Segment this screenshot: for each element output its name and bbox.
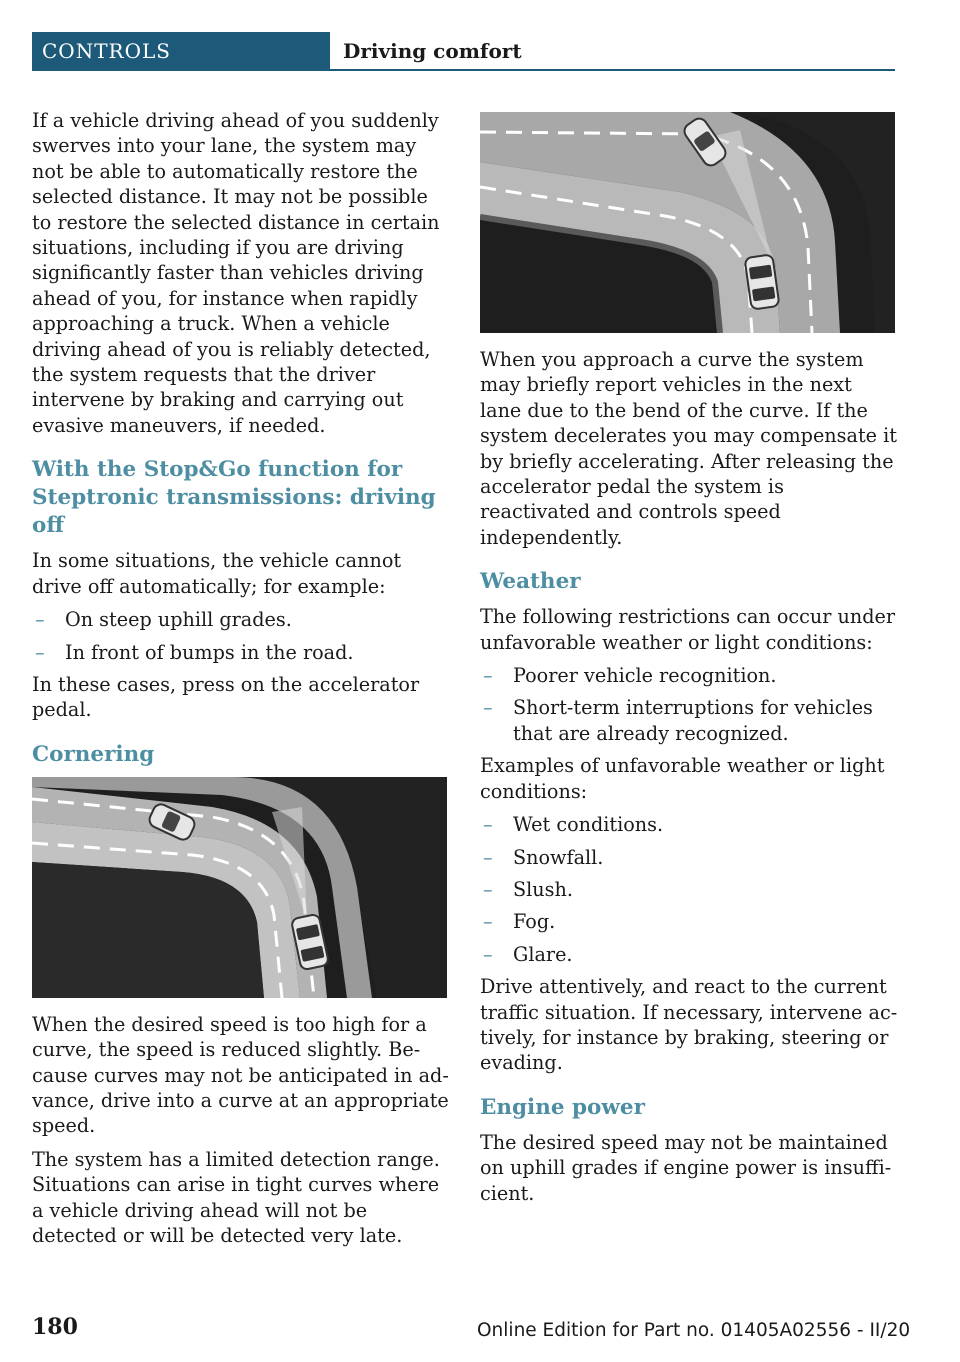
header-rule bbox=[330, 69, 895, 71]
list-item: – Slush. bbox=[483, 877, 573, 901]
list-item: – Poorer vehicle recognition. bbox=[483, 664, 777, 688]
page-number: 180 bbox=[32, 1314, 78, 1340]
bullet-dash: – bbox=[35, 608, 45, 632]
bullet-dash: – bbox=[483, 910, 493, 934]
cornering-paragraph-2: The system has a limited detection range. Situations can arise in tight curves where a vehicle driving ahead will not be detected or will be detected very late. bbox=[32, 1147, 440, 1247]
list-item: – In front of bumps in the road. bbox=[35, 640, 354, 664]
header-chapter-title: Driving comfort bbox=[343, 39, 522, 63]
edition-footer: Online Edition for Part no. 01405A02556 - II/20 bbox=[477, 1320, 911, 1341]
cornering-paragraph-1: When the desired speed is too high for a curve, the speed is reduced slightly. Because curves may not be anticipated in advance, drive into a curve at an appropriate speed. bbox=[32, 1012, 449, 1138]
weather-paragraph: The following restrictions can occur under unfavorable weather or light conditions: bbox=[480, 605, 896, 654]
right-column bbox=[480, 112, 898, 1214]
examples-list bbox=[480, 812, 898, 967]
list-item: – Glare. bbox=[483, 942, 573, 966]
cornering-heading: Cornering bbox=[32, 741, 155, 767]
next-lane-road-image bbox=[480, 112, 895, 333]
bullet-dash: – bbox=[483, 664, 493, 688]
list-item: – Wet conditions. bbox=[483, 813, 664, 837]
bullet-dash: – bbox=[483, 696, 493, 720]
engine-paragraph: The desired speed may not be maintained on uphill grades if engine power is insufficient. bbox=[480, 1130, 892, 1205]
drive-paragraph: Drive attentively, and react to the current traffic situation. If necessary, intervene actively, for instance by braking, steering or evading. bbox=[480, 975, 898, 1075]
bullet-dash: – bbox=[35, 640, 45, 664]
weather-heading: Weather bbox=[480, 569, 581, 595]
left-column bbox=[32, 108, 450, 1256]
bullet-dash: – bbox=[483, 942, 493, 966]
cornering-illustration bbox=[32, 777, 447, 998]
curve-next-lane-illustration bbox=[480, 112, 895, 333]
engine-heading: Engine power bbox=[480, 1094, 645, 1120]
stopgo-after-paragraph: In these cases, press on the accelerator pedal. bbox=[32, 672, 420, 722]
bullet-dash: – bbox=[483, 845, 493, 869]
examples-paragraph: Examples of unfavorable weather or light conditions: bbox=[480, 754, 885, 803]
weather-list bbox=[480, 663, 898, 746]
header-section-label: CONTROLS bbox=[32, 32, 330, 71]
bullet-dash: – bbox=[483, 813, 493, 837]
bullet-dash: – bbox=[483, 877, 493, 901]
page-header bbox=[32, 32, 895, 71]
list-item: – On steep uphill grades. bbox=[35, 608, 292, 632]
stopgo-paragraph: In some situations, the vehicle cannot drive off automatically; for example: bbox=[32, 549, 402, 598]
curve-paragraph: When you approach a curve the system may briefly report vehicles in the next lane due to the bend of the curve. If the system decelerates you may compensate it by briefly accelerating. After releasing the accelerator pedal the system is reactivated and controls speed independently. bbox=[480, 348, 897, 549]
stopgo-heading: With the Stop&Go function for Steptronic transmissions: driving off bbox=[32, 457, 436, 539]
curve-road-image bbox=[32, 777, 447, 998]
stopgo-list bbox=[32, 607, 450, 665]
list-item: – Short-term interruptions for vehicles that are already recognized. bbox=[483, 696, 873, 745]
intro-paragraph: If a vehicle driving ahead of you suddenly swerves into your lane, the system may not be able to automatically restore the selected distance. It may not be possible to restore the selected distance in certain situations, including if you are driving significantly faster than vehicles driving ahead of you, for instance when rapidly approaching a truck. When a vehicle driving ahead of you is reliably detected, the system requests that the driver intervene by braking and carrying out evasive maneuvers, if needed. bbox=[32, 109, 440, 437]
list-item: – Snowfall. bbox=[483, 845, 604, 869]
list-item: – Fog. bbox=[483, 910, 556, 934]
